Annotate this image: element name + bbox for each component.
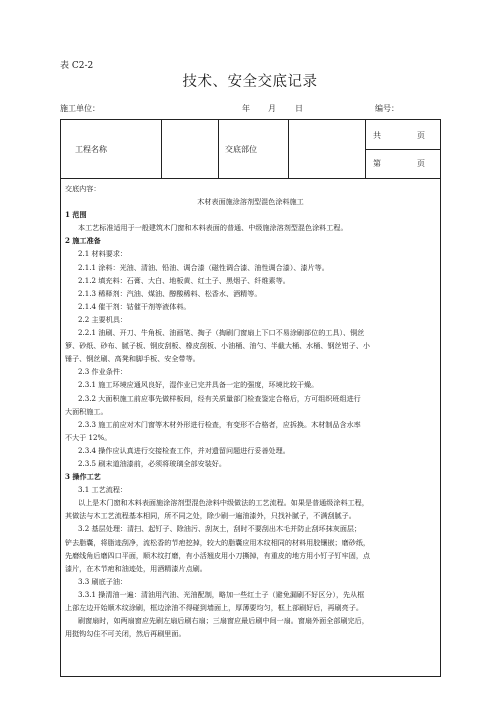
content-line: 3.3.1 操清油一遍：清油用汽油、光油配制，略加一些红土子（避免漏刷不好区分），先从框	[78, 589, 365, 599]
content-line: 其做法与木工艺流程基本相同，所不同之处，除少刷一遍油漆外，只找补腻子，不满刮腻子。	[65, 511, 356, 521]
content-line: 2.2 主要机具：	[78, 314, 128, 324]
content-line: 大面积施工。	[65, 406, 108, 416]
content-line: 1 范围	[65, 210, 87, 220]
content-line: 2.1.1 涂料：光油、清油、铅油、调合漆（磁性调合漆、油性调合漆）、漆片等。	[78, 262, 329, 272]
project-name-label: 工程名称	[75, 145, 107, 154]
content-line: 箩、砂纸、砂布、腻子板、钢皮刮板、橡皮刮板、小油桶、油勺、半截大桶、水桶、钢丝钳子、小	[65, 341, 371, 351]
content-line: 3.3 刷底子油：	[78, 576, 128, 586]
content-line: 上部左边开始顺木纹涂刷，框边涂油不得碰到墙面上，厚薄要均匀，框上部刷好后，再刷亮子。	[65, 603, 363, 612]
header-row-divider	[61, 178, 440, 179]
content-line: 2.1.2 填充料：石膏、大白、地板黄、红土子、黑烟子、纤维素等。	[78, 275, 290, 285]
form-code: 表 C2-2	[60, 61, 94, 71]
disclosure-content	[65, 182, 436, 640]
content-line: 2.3.1 施工环境应通风良好，湿作业已完并具备一定的强度，环境比较干燥。	[78, 380, 319, 390]
total-pages-unit: 页	[417, 131, 425, 140]
project-name-value[interactable]	[161, 120, 218, 178]
content-line: 锤子、钢丝刷、高凳和脚手板、安全带等。	[65, 354, 200, 364]
content-line: 2.3.4 操作应认真进行交接检查工作，并对遗留问题进行妥善处理。	[78, 445, 290, 455]
content-line: 3.1 工艺流程：	[78, 485, 128, 495]
record-table	[60, 119, 441, 677]
day-label: 日	[295, 104, 303, 113]
content-line: 2 施工准备	[65, 236, 101, 246]
year-label: 年	[242, 104, 250, 113]
column-divider	[365, 120, 366, 178]
total-pages-label: 共	[373, 131, 381, 140]
location-label: 交底部位	[225, 145, 257, 154]
content-line: 木材表面施涂溶剂型混色涂料施工	[197, 197, 304, 207]
content-line: 以上是木门窗和木料表面施涂溶剂型混色涂料中级做法的工艺流程。如果是普通级涂料工程，	[78, 498, 369, 508]
content-line: 2.3.3 施工前应对木门窗等木材外形进行检查，有变形不合格者，应拆换。木材制品含水率	[78, 419, 361, 429]
content-line: 漆片，在木节疤和油迹处，用酒精漆片点刷。	[65, 563, 207, 573]
location-value[interactable]	[288, 120, 365, 178]
number-label: 编号：	[375, 104, 399, 113]
construction-unit-label: 施工单位：	[60, 104, 100, 113]
content-line: 2.2.1 油刷、开刀、牛角板、油画笔、掏子（掏刷门窗扇上下口不易涂刷部位的工具）、铜丝	[78, 328, 365, 338]
page-number-label: 第	[373, 159, 381, 168]
content-line: 2.3 作业条件：	[78, 367, 128, 377]
content-line: 2.1.3 稀释剂：汽油、煤油、醇酸稀料、松香水、酒精等。	[78, 288, 262, 298]
month-label: 月	[268, 104, 276, 113]
content-line: 2.3.5 刷末道油漆前，必须将玻璃全部安装好。	[78, 458, 226, 468]
column-divider	[218, 120, 219, 178]
page-title: 技术、安全交底记录	[182, 74, 318, 90]
content-line: 3 操作工艺	[65, 472, 101, 482]
page-number-unit: 页	[417, 159, 425, 168]
page-count-divider	[365, 149, 440, 150]
content-line: 2.1.4 催干剂：钴催干剂等液体料。	[78, 301, 191, 311]
content-line: 交底内容：	[65, 184, 101, 193]
content-line: 铲去脂囊，将脂迹刮净，流松香的节疤挖掉，较大的脂囊应用木纹相同的材料用胶镶嵌；磨砂纸，	[65, 537, 371, 547]
content-line: 不大于 12%。	[65, 432, 112, 442]
content-line: 2.1 材料要求：	[78, 249, 128, 259]
content-line: 用挺钩勾住不可关闭，然后再刷里面。	[65, 629, 186, 639]
content-line: 刷窗扇时，如两扇窗应先刷左扇后刷右扇；三扇窗应最后刷中间一扇。窗扇外面全部刷完后，	[78, 616, 369, 626]
content-line: 本工艺标准适用于一般建筑木门窗和木料表面的普通、中级施涂溶剂型混色涂料工程。	[78, 223, 348, 233]
content-line: 先磨线角后磨四口平面，顺木纹打磨，有小活翘皮用小刀撕掉，有重皮的地方用小钉子钉牢固，点	[65, 550, 371, 560]
content-line: 2.3.2 大面积施工前应事先做样板间，经有关质量部门检查鉴定合格后，方可组织班组进行	[78, 393, 361, 403]
content-line: 3.2 基层处理：清扫、起钉子、除油污、刮灰土，刮时不要刮出木毛并防止刮坏抹灰面层；	[78, 524, 362, 534]
